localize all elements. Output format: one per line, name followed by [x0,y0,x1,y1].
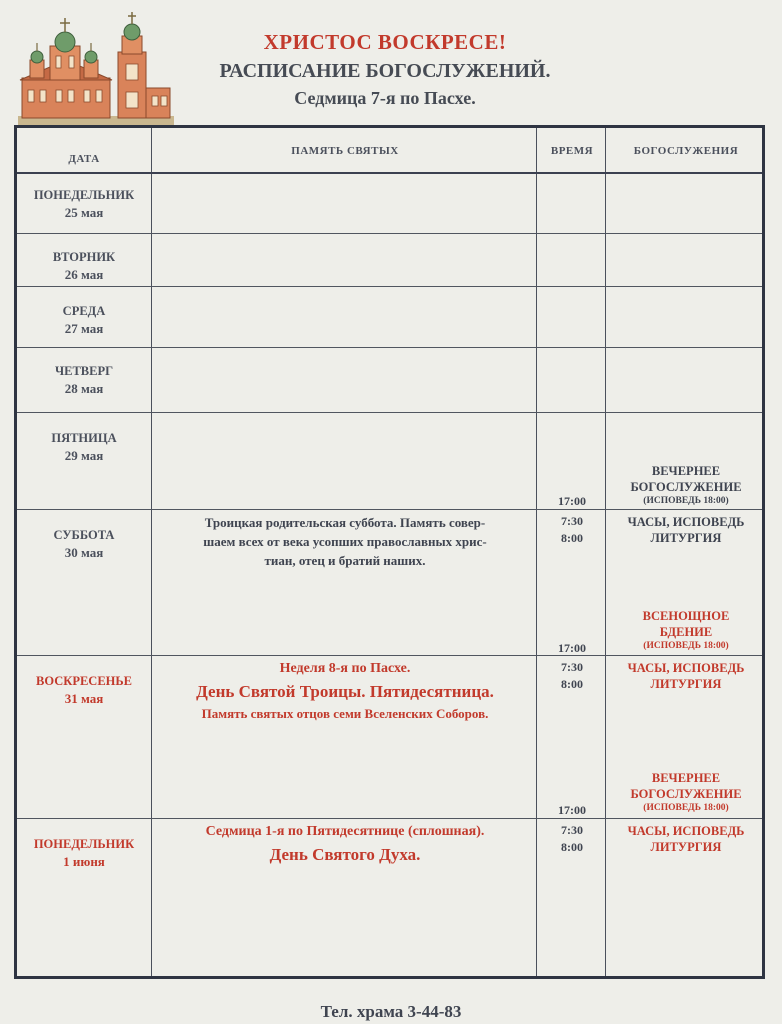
row-date-cell [17,526,151,562]
confession-note: (ИСПОВЕДЬ 18:00) [643,803,729,813]
service-times-morning [538,659,606,693]
service-morning [607,660,765,692]
table-row [17,234,762,287]
table-row [17,174,762,234]
service-morning [607,514,765,546]
service-time-1: 7:30 [561,514,583,528]
footer-phone: Тел. храма 3-44-83 [320,1002,462,1021]
header-title-schedule: РАСПИСАНИЕ БОГОСЛУЖЕНИЙ. [219,60,551,82]
column-header-date: ДАТА [68,153,100,165]
column-header-saints: ПАМЯТЬ СВЯТЫХ [291,145,399,157]
saints-memory-cell [153,821,537,867]
saints-memory-line2: День Святого Духа. [269,845,421,864]
service-liturgy: ЛИТУРГИЯ [650,531,722,545]
row-date: 31 мая [64,691,104,706]
service-evening [607,770,765,814]
service-liturgy: ЛИТУРГИЯ [650,840,722,854]
service-time-2: 8:00 [561,840,583,854]
table-row [17,348,762,413]
service-time-2: 8:00 [561,531,583,545]
saints-memory-line3: Память святых отцов семи Вселенских Соборов. [201,706,489,721]
service-times-morning [538,822,606,856]
service-time-1: 7:30 [561,660,583,674]
saints-memory-line3: тиан, отец и братий наших. [264,553,426,568]
service-time-evening: 17:00 [558,641,586,655]
service-time-2: 8:00 [561,677,583,691]
confession-note: (ИСПОВЕДЬ 18:00) [643,496,729,506]
saints-memory-cell [153,658,537,724]
row-day-name: ПЯТНИЦА [51,431,117,445]
row-date-cell [17,672,151,708]
saints-memory-cell [153,513,537,570]
service-evening-line1: ВСЕНОЩНОЕ [642,609,730,623]
row-date: 29 мая [64,448,104,463]
church-illustration-icon [18,12,174,126]
table-row [17,287,762,348]
service-time-evening: 17:00 [558,494,586,508]
saints-memory-line2: День Святой Троицы. Пятидесятница. [196,682,494,701]
service-morning [607,823,765,855]
service-times-morning [538,513,606,547]
row-day-name: СРЕДА [62,304,106,318]
row-day-name: ПОНЕДЕЛЬНИК [33,188,135,202]
row-day-name: ВТОРНИК [52,250,116,264]
row-date: 30 мая [64,545,104,560]
service-evening-line2: БОГОСЛУЖЕНИЕ [630,480,742,494]
row-day-name: СУББОТА [53,528,115,542]
header-subtitle-week: Седмица 7-я по Пасхе. [294,88,476,108]
service-evening-line2: БДЕНИЕ [659,625,713,639]
row-date-cell [17,302,151,338]
row-date: 25 мая [64,205,104,220]
table-row [17,413,762,510]
row-date: 28 мая [64,381,104,396]
service-evening-line1: ВЕЧЕРНЕЕ [651,464,721,478]
column-header-time: ВРЕМЯ [550,145,594,157]
schedule-table [14,125,765,979]
page-header [0,0,782,125]
saints-memory-line1: Троицкая родительская суббота. Память совер- [204,515,486,530]
table-row [17,510,762,656]
row-date-cell [17,186,151,222]
row-date-cell [17,429,151,465]
service-hours-confession: ЧАСЫ, ИСПОВЕДЬ [627,661,745,675]
service-evening-line2: БОГОСЛУЖЕНИЕ [630,787,742,801]
service-time-1: 7:30 [561,823,583,837]
row-date-cell [17,362,151,398]
row-day-name: ПОНЕДЕЛЬНИК [33,837,135,851]
header-title-easter: ХРИСТОС ВОСКРЕСЕ! [263,30,507,54]
column-header-services: БОГОСЛУЖЕНИЯ [633,145,739,157]
service-hours-confession: ЧАСЫ, ИСПОВЕДЬ [627,824,745,838]
service-evening [607,608,765,652]
service-hours-confession: ЧАСЫ, ИСПОВЕДЬ [627,515,745,529]
saints-memory-line1: Седмица 1-я по Пятидесятнице (сплошная). [205,824,485,839]
table-header-row [17,128,762,174]
saints-memory-line1: Неделя 8-я по Пасхе. [279,661,411,676]
row-date-cell [17,248,151,284]
row-date: 27 мая [64,321,104,336]
table-row [17,656,762,819]
row-date: 26 мая [64,267,104,282]
service-evening-line1: ВЕЧЕРНЕЕ [651,771,721,785]
table-row [17,819,762,976]
row-day-name: ЧЕТВЕРГ [54,364,114,378]
confession-note: (ИСПОВЕДЬ 18:00) [643,641,729,651]
row-date-cell [17,835,151,871]
service-liturgy: ЛИТУРГИЯ [650,677,722,691]
service-time-evening: 17:00 [558,803,586,817]
row-date: 1 июня [63,854,105,869]
service-evening [607,463,765,507]
saints-memory-line2: шаем всех от века усопших православных хрис- [203,534,487,549]
row-day-name: ВОСКРЕСЕНЬЕ [36,674,132,688]
